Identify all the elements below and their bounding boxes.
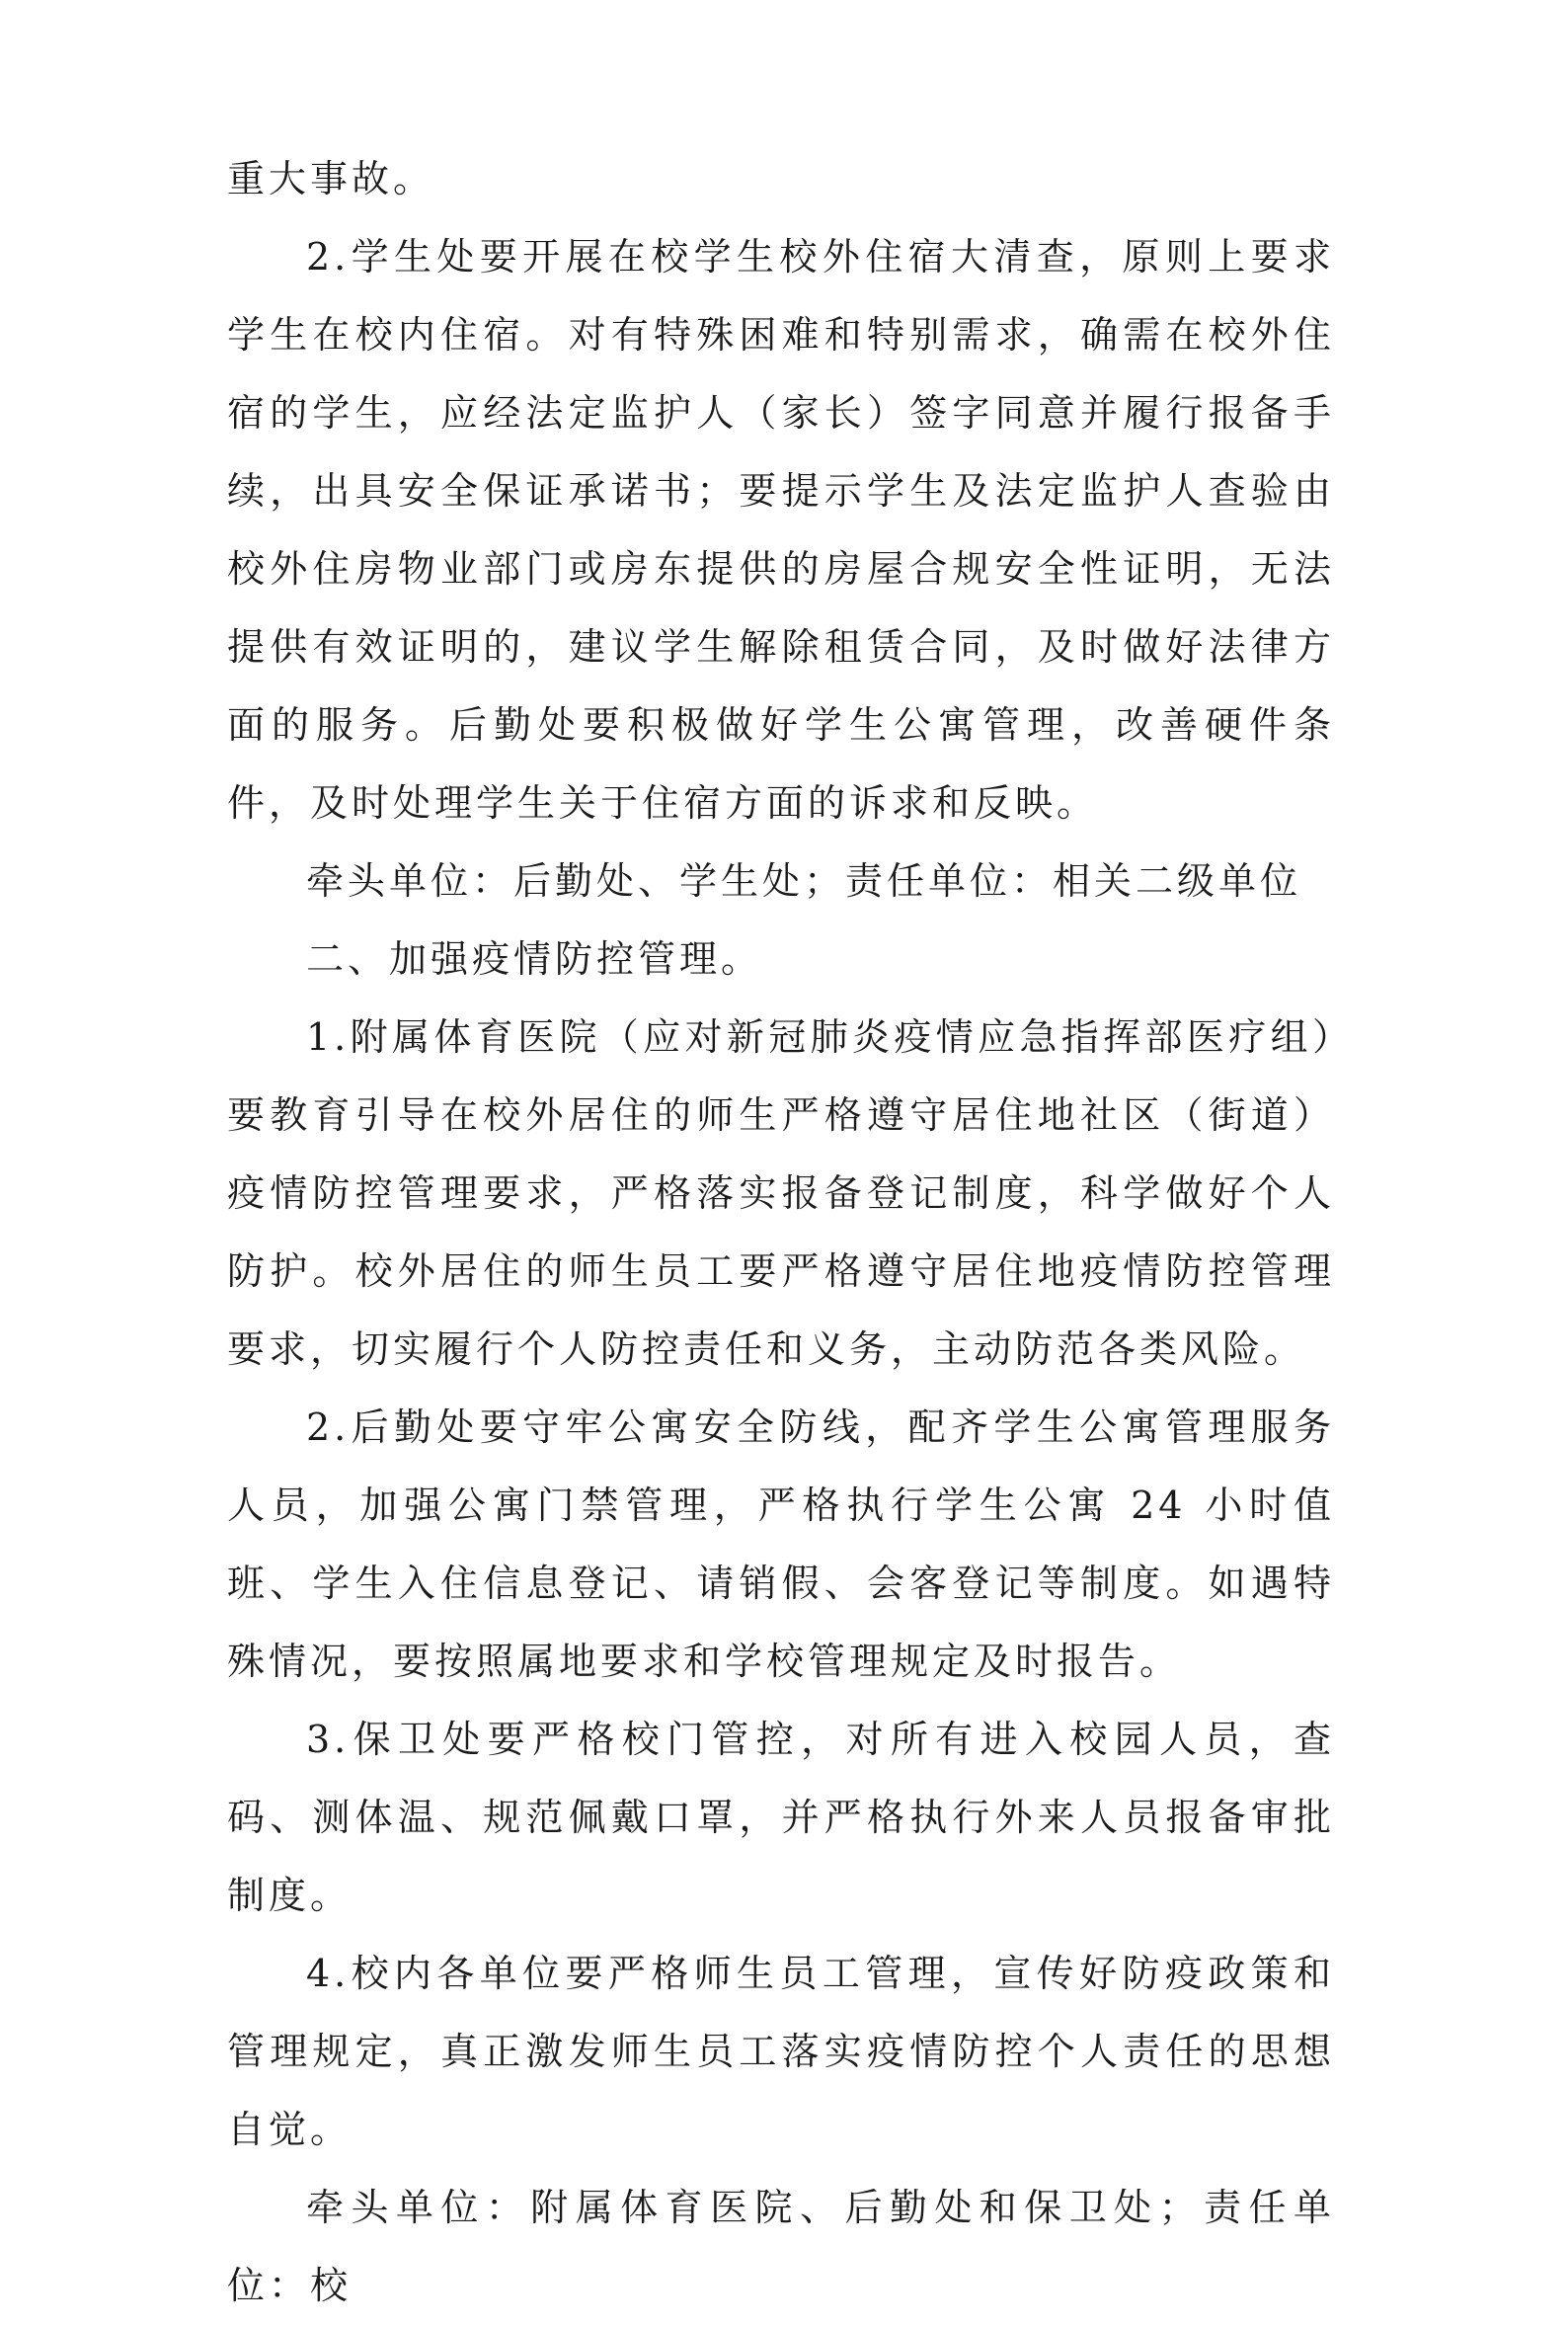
paragraph-major-accident: 重大事故。 [227, 157, 435, 200]
paragraph-hospital-guidance: 1.附属体育医院（应对新冠肺炎疫情应急指挥部医疗组）要教育引导在校外居住的师生严格遵守居住地社区（街道）疫情防控管理要求，严格落实报备登记制度，科学做好个人防护。校外居住的师生员工要严格遵守居住地疫情防控管理要求，切实履行个人防控责任和义务，主动防范各类风险。 [227, 1015, 1335, 1371]
paragraph-lead-units-housing: 牵头单位：后勤处、学生处；责任单位：相关二级单位 [306, 859, 1302, 903]
paragraph-gate-control: 3.保卫处要严格校门管控，对所有进入校园人员，查码、测体温、规范佩戴口罩，并严格执行外来人员报备审批制度。 [227, 1718, 1335, 1917]
paragraph-staff-management: 4.校内各单位要严格师生员工管理，宣传好防疫政策和管理规定，真正激发师生员工落实疫情防控个人责任的思想自觉。 [227, 1952, 1335, 2151]
document-body [227, 140, 1335, 2325]
paragraph-dormitory-safety: 2.后勤处要守牢公寓安全防线，配齐学生公寓管理服务人员，加强公寓门禁管理，严格执行学生公寓 24 小时值班、学生入住信息登记、请销假、会客登记等制度。如遇特殊情况，要按照属地要求和学校管理规定及时报告。 [227, 1405, 1335, 1683]
section-heading-epidemic-control: 二、加强疫情防控管理。 [306, 937, 763, 981]
paragraph-lead-units-epidemic: 牵头单位：附属体育医院、后勤处和保卫处；责任单位：校 [227, 2186, 1335, 2307]
paragraph-off-campus-housing: 2.学生处要开展在校学生校外住宿大清查，原则上要求学生在校内住宿。对有特殊困难和特别需求，确需在校外住宿的学生，应经法定监护人（家长）签字同意并履行报备手续，出具安全保证承诺书；要提示学生及法定监护人查验由校外住房物业部门或房东提供的房屋合规安全性证明，无法提供有效证明的，建议学生解除租赁合同，及时做好法律方面的服务。后勤处要积极做好学生公寓管理，改善硬件条件，及时处理学生关于住宿方面的诉求和反映。 [227, 235, 1335, 825]
